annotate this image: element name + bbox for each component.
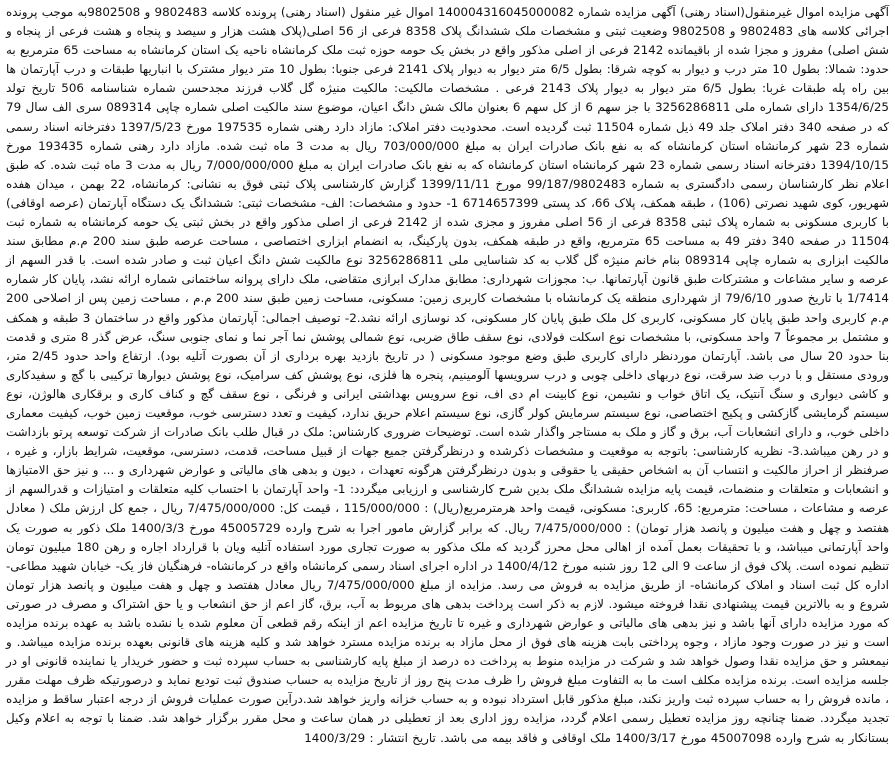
auction-notice-body: آگهی مزایده اموال غیرمنقول(اسناد رهنی) آگهی مزایده شماره 140004316045000082 اموال غیر منقول (اسناد رهنی) پرونده کلاسه 9802483 و 9802508به موجب پرونده اجرائی کلاسه های 9802483 و 9802508 وضعیت ثبتی و مشخصات ملک ششدانگ پلاک 8358 فرعی از 56 اصلی(پلاک هشت هزار و سیصد و پنجاه و هشت فرعی از پنجاه و شش اصلی) مفروز و مجزا شده از باقیمانده 2142 فرعی از اصلی مذکور واقع در بخش یک حومه حوزه ثبت ملک کرمانشاه ناحیه یک استان کرمانشاه به مساحت 65 مترمربع به حدود: شمالا: بطول 10 متر درب و دیوار به کوچه شرقا: بطول 6/5 متر دیوار به دیوار پلاک 2141 فرعی جنوبا: بطول 10 متر دیوار مشترک با انباریها طبقات و درب آپارتمان ها بین راه پله طبقات غربا: بطول 6/5 متر دیوار به دیوار پلاک 2143 فرعی . مشخصات مالکیت: مالکیت منیژه گل گلاب فرزند مجدحسن شماره شناسنامه 506 تاریخ تولد 1354/6/25 دارای شماره ملی 3256286811 با جز سهم 6 از کل سهم 6 بعنوان مالک شش دانگ اعیان، موضوع سند مالکیت اصلی شماره چاپی 089314 سری الف سال 79 که در صفحه 340 دفتر املاک جلد 49 ذیل شماره 11504 ثبت گردیده است. محدودیت دفتر املاک: مازاد دارد رهنی شماره 197535 مورخ 1397/5/23 دفترخانه اسناد رسمی شماره 23 شهر کرمانشاه استان کرمانشاه که به نفع بانک صادرات ایران به مبلغ 703/000/000 ریال به مدت 3 ماه ثبت شده. مازاد دارد رهنی شماره 193435 مورخ 1394/10/15 دفترخانه اسناد رسمی شماره 23 شهر کرمانشاه استان کرمانشاه که به نفع بانک صادرات ایران به مبلغ 7/000/000/000 ریال به مدت 3 ماه ثبت شده. که طبق اعلام نظر کارشناسان رسمی دادگستری به شماره 99/187/9802483 مورخ 1399/11/11 گزارش کارشناسی پلاک ثبتی فوق به نشانی: کرمانشاه، 22 بهمن ، میدان هفده شهریور، کوی شهید نصرتی (106) ، طبقه همکف، پلاک 66، کد پستی 6714657399 1- حدود و مشخصات: الف- مشخصات ثبتی: ششدانگ یک دستگاه آپارتمان (عرصه اوقافی) با کاربری مسکونی به شماره پلاک ثبتی 8358 فرعی از 56 اصلی مفروز و مجزی شده از 2142 فرعی از اصلی مذکور واقع در بخش ثبتی یک حومه کرمانشاه به شماره ثبت 11504 در صفحه 340 دفتر 49 به مساحت 65 مترمربع، واقع در طبقه همکف، بدون پارکینگ، به انضمام ابزاری اختصاصی ، مساحت عرصه طبق سند 200 م.م مطابق سند مالکیت ابزاری به شماره چاپی 089314 بنام خانم منیژه گل گلاب به کد شناسایی ملی 3256286811 نوع مالکیت شش دانگ اعیان ثبت و صادر شده است. با قدر السهم از عرصه و سایر مشاعات و مشترکات طبق قانون آپارتمانها. ب: مجوزات شهرداری: مطابق مدارک ابرازی متقاضی، ملک دارای پروانه ساختمانی شماره ارائه نشد، پایان کار شماره 1/7414 با تاریخ صدور 79/6/10 از شهرداری منطقه یک کرمانشاه با مشخصات کاربری زمین: مسکونی، مساحت زمین طبق سند 200 م.م ، مساحت زمین پس از اصلاحی 200 م.م کاربری واحد طبق پایان کار مسکونی، کاربری کل ملک طبق پایان کار مسکونی، کد نوسازی ارائه نشد.2- توصیف اجمالی: آپارتمان مذکور واقع در ساختمان 3 طبقه و همکف و مشتمل بر مجموعاً 7 واحد مسکونی، با مشخصات نوع اسکلت فولادی، نوع سقف طاق ضربی، نوع شمالی پوشش نما آجر نما و نمای جنوبی سنگ، عرض گذر 8 متری و قدمت بنا حدود 20 سال می باشد. آپارتمان موردنظر دارای کاربری طبق وضع موجود مسکونی ( در تاریخ بازدید بهره برداری از آن بصورت آتلیه بود). ارتفاع واحد حدود 2/45 متر، ورودی مستقل و با درب ضد سرقت، نوع دربهای داخلی چوبی و درب سرویسها آلومینیم، پنجره ها فلزی، نوع پوشش کف سرامیک، نوع پوشش دیوارها ترکیبی با گچ و سفیدکاری و کاشی دیواری و سنگ آنتیک، یک اتاق خواب و نشیمن، نوع کابینت ام دی اف، نوع سرویس بهداشتی ایرانی و فرنگی ، نوع سقف گچ و کناف کاری و برقکاری هالوژن، نوع سیستم گرمایشی گازکشی و پکیج اختصاصی، نوع سیستم سرمایش کولر گازی، نوع سیستم اعلام حریق ندارد، کیفیت و تعدد دسترسی خوب، موقعیت زمین خوب، کیفیت معماری داخلی خوب، و دارای انشعابات آب، برق و گاز و ملک به مستاجر واگذار شده است. توضیحات ضروری کارشناس: ملک در قبال طلب بانک صادرات از شرکت توسعه پرتو بازداشت و در رهن میباشد.3- نظریه کارشناسی: باتوجه به موقعیت و مشخصات ذکرشده و درنظرگرفتن جمیع جهات از قبیل مساحت، قدمت، دسترسی، موقعیت، شرایط بازار، و غیره ، صرفنظر از احراز مالکیت و انتساب آن به اشخاص حقیقی یا حقوقی و بدون درنظرگرفتن هرگونه تعهدات ، دیون و بدهی های مالیاتی و عوارض شهرداری و ... و نیز حق الامتیازها و انشعابات و متعلقات و منضمات، قیمت پایه مزایده ششدانگ ملک بدین شرح کارشناسی و ارزیابی میگردد: 1- واحد آپارتمان با احتساب کلیه متعلقات و امتیازات و قدرالسهم از عرصه و مشاعات ، مساحت: مترمربع: 65، کاربری: مسکونی، قیمت واحد هرمترمربع(ریال) : 115/000/000 ، قیمت کل: 7/475/000/000 ریال ، جمع کل ارزش ملک ( معادل هفتصد و چهل و هفت میلیون و پانصد هزار تومان) : 7/475/000/000 ریال. که برابر گزارش مامور اجرا به شرح وارده 45005729 مورخ 1400/3/3 ملک ذکور به صورت یک واحد آپارتمانی میباشد، و با تحقیقات بعمل آمده از اهالی محل محرز گردید که ملک مذکور به صورت تجاری مورد استفاده آتلیه ویان با قرارداد اجاره و رهن 180 میلیون تومان تنظیم نموده است. پلاک فوق از ساعت 9 الی 12 روز شنبه مورخ 1400/4/12 در اداره اجرای اسناد رسمی کرمانشاه واقع در کرمانشاه- فرهنگیان فاز یک- خیابان شهید مطاعی- اداره کل ثبت اسناد و املاک کرمانشاه- از طریق مزایده به فروش می رسد. مزایده از مبلغ 7/475/000/000 ریال معادل هفتصد و چهل و هفت میلیون و پانصد هزار تومان شروع و به بالاترین قیمت پیشنهادی نقدا فروخته میشود. لازم به ذکر است پرداخت بدهی های مربوط به آب، برق، گاز اعم از حق انشعاب و یا حق اشتراک و مصرف در صورتی که مورد مزایده دارای آنها باشد و نیز بدهی های مالیاتی و عوارض شهرداری و غیره تا تاریخ مزایده اعم از اینکه رقم قطعی آن معلوم شده یا نشده باشد به عهده برنده مزایده است و نیز در صورت وجود مازاد ، وجوه پرداختی بابت هزینه های فوق از محل مازاد به برنده مزایده مسترد خواهد شد و کلیه هزینه های قانونی بعهده برنده مزایده میباشد. و نیمعشر و حق مزایده نقدا وصول خواهد شد و شرکت در مزایده منوط به پرداخت ده درصد از مبلغ پایه کارشناسی به حساب سپرده ثبت و حضور خریدار یا نماینده قانونی او در جلسه مزایده است. برنده مزایده مکلف است ما به التفاوت مبلغ فروش را ظرف مدت پنج روز از تاریخ مزایده به حساب صندوق ثبت تودیع نماید و درصورتیکه ظرف مهلت مقرر ، مانده فروش را به حساب سپرده ثبت واریز نکند، مبلغ مذکور قابل استرداد نبوده و به حساب خزانه واریز خواهد شد.درآین صورت عملیات فروش از درجه اعتبار ساقط و مزایده تجدید میگردد. ضمنا چنانچه روز مزایده تعطیل رسمی اعلام گردد، مزایده روز اداری بعد از تعطیلی در همان ساعت و محل مقرر برگزار خواهد شد. ضمنا با توجه به اعلام وکیل بستانکار به شرح وارده 45007098 مورخ 1400/3/17 ملک اوقافی و فاقد بیمه می باشد. تاریخ انتشار : 1400/3/29	[6, 5, 890, 745]
